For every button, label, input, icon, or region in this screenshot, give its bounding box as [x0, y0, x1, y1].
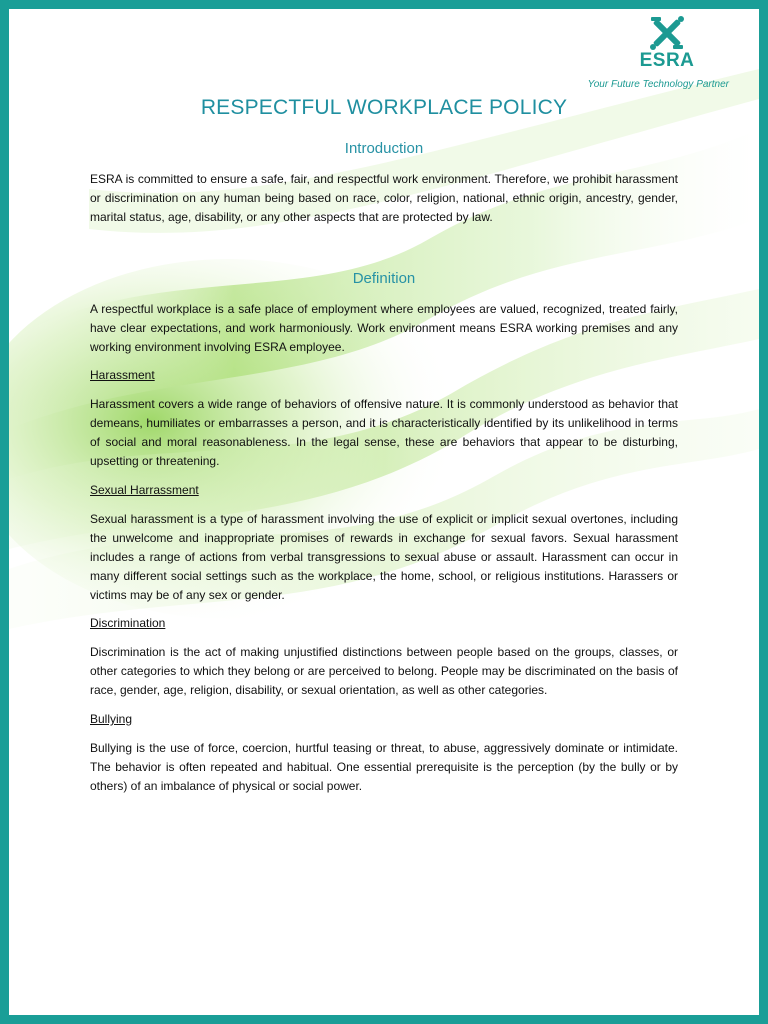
discrimination-paragraph: Discrimination is the act of making unjustified distinctions between people based on the groups, classes, or other categories to which they belong or are perceived to belong. People may be discriminated on the basis of race, gender, age, religion, disability, or sexual orientation, as well as other categories.: [90, 645, 678, 697]
document-page: [9, 9, 759, 1015]
harassment-heading: Harassment: [90, 368, 155, 382]
discrimination-heading: Discrimination: [90, 616, 166, 630]
esra-logo-text: ESRA: [639, 50, 695, 71]
esra-logo-mark-icon: [647, 14, 687, 52]
introduction-paragraph: ESRA is committed to ensure a safe, fair, and respectful work environment. Therefore, we prohibit harassment or discrimination on any human being based on race, color, religion, national, ethnic origin, ancestry, gender, marital status, age, disability, or any other aspects that are protected by law.: [90, 172, 678, 224]
definition-heading: Definition: [352, 270, 416, 287]
bullying-heading: Bullying: [90, 712, 133, 726]
introduction-heading: Introduction: [344, 140, 424, 157]
brand-tagline: Your Future Technology Partner: [587, 79, 729, 90]
sexual-harassment-paragraph: Sexual harassment is a type of harassment involving the use of explicit or implicit sexual overtones, including the unwelcome and inappropriate promises of rewards in exchange for sexual favors. Sexual harassment includes a range of actions from verbal transgressions to sexual abuse or assault. Harassment can occur in many different social settings such as the workplace, the home, school, or religious institutions. Harassers or victims may be of any sex or gender.: [90, 512, 678, 602]
sexual-harassment-heading: Sexual Harrassment: [90, 483, 199, 497]
bullying-paragraph: Bullying is the use of force, coercion, hurtful teasing or threat, to abuse, aggressively dominate or intimidate. The behavior is often repeated and habitual. One essential prerequisite is the perception (by the bully or by others) of an imbalance of physical or social power.: [90, 741, 678, 793]
harassment-paragraph: Harassment covers a wide range of behaviors of offensive nature. It is commonly understood as behavior that demeans, humiliates or embarrasses a person, and it is characteristically identified by its unlikelihood in terms of social and moral reasonableness. In the legal sense, these are behaviors that appear to be disturbing, upsetting or threatening.: [90, 397, 678, 468]
document-title: RESPECTFUL WORKPLACE POLICY: [200, 96, 568, 119]
definition-paragraph: A respectful workplace is a safe place of employment where employees are valued, recognized, treated fairly, have clear expectations, and work harmoniously. Work environment means ESRA working premises and any working environment involving ESRA employee.: [90, 302, 678, 354]
esra-logo: [627, 14, 707, 72]
